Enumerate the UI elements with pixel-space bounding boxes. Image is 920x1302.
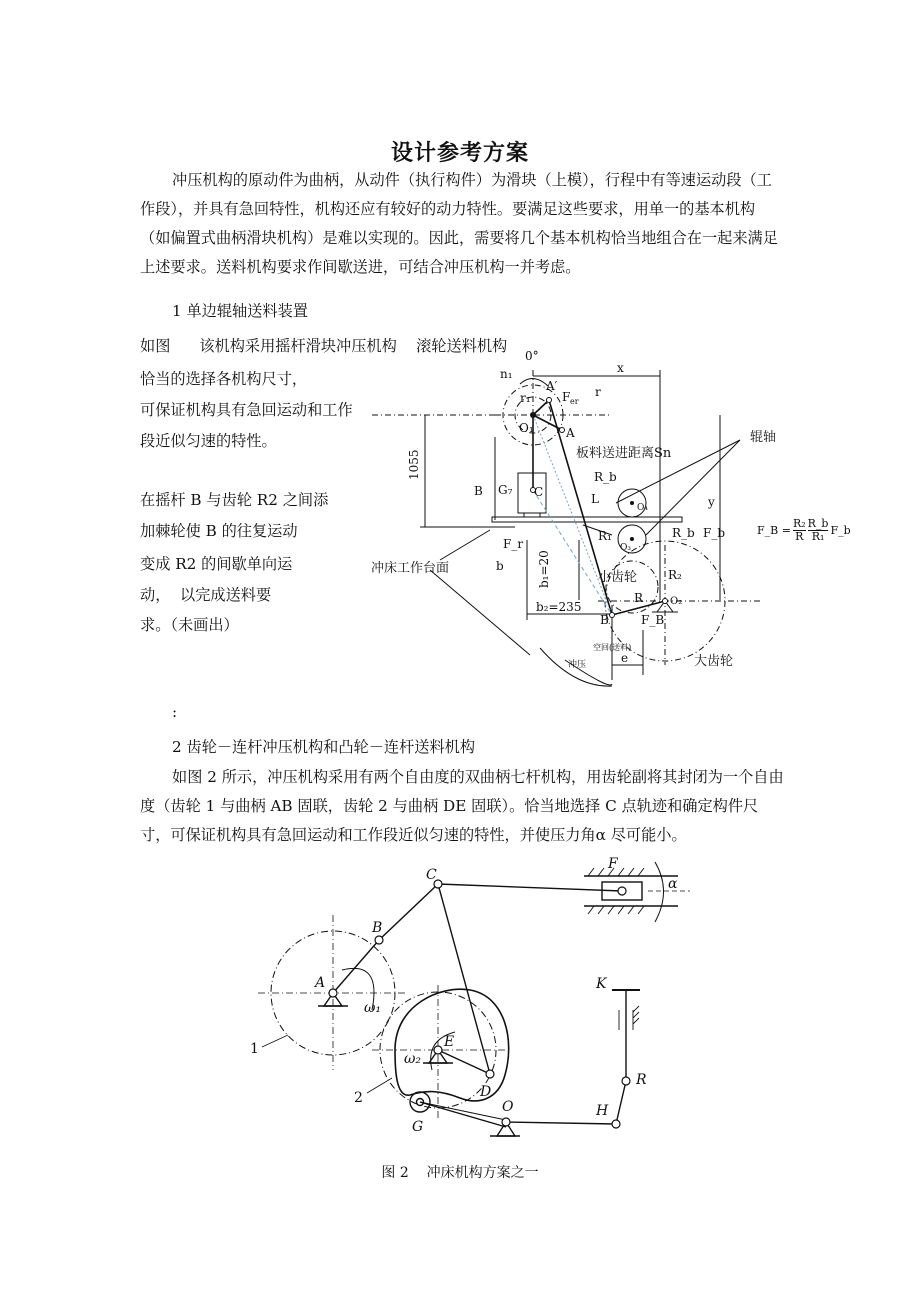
left-text-line: 恰当的选择各机构尺寸，	[140, 370, 308, 388]
left-text-line: 变成 R2 的间歇单向运	[140, 555, 293, 573]
fig2-label: C	[426, 867, 437, 883]
fig2-label: ω₂	[404, 1051, 422, 1067]
fig2-label: 1	[250, 1041, 259, 1057]
fig1-label: R₂	[668, 568, 682, 582]
fig1-label: r₁	[520, 391, 531, 405]
work-table	[492, 517, 682, 522]
fig1-label: e	[621, 651, 629, 665]
formula-num: R₂	[792, 517, 806, 530]
left-text-line: 可保证机构具有急回运动和工作	[140, 401, 353, 419]
section1-heading: 1 单边辊轴送料装置	[172, 302, 308, 320]
fig1-label: er	[570, 397, 579, 406]
fig1-label: A	[566, 426, 575, 440]
figure2-punch-mechanism-scheme	[240, 848, 700, 1148]
fig2-label: O	[502, 1099, 514, 1115]
fig1-label: 冲压	[568, 660, 587, 670]
fig1-label: O₁	[519, 421, 534, 435]
fig2-label: A	[315, 975, 326, 991]
fig1-label: R	[634, 591, 644, 605]
fig2-label: 2	[354, 1090, 363, 1106]
fig2-label: ω₁	[364, 1000, 382, 1016]
fig1-label: 小齿轮	[598, 570, 638, 585]
section1-figure-intro: 如图 该机构采用摇杆滑块冲压机构 滚轮送料机构	[140, 337, 508, 355]
fig1-label: B	[600, 613, 609, 627]
fig1-label: O₄	[637, 503, 648, 513]
fig1-label: O₂	[670, 596, 683, 607]
left-text-line: 加棘轮使 B 的往复运动	[140, 522, 298, 540]
fig2-label: H	[596, 1103, 609, 1119]
section2-paragraph: 如图 2 所示，冲压机构采用有两个自由度的双曲柄七杆机构，用齿轮副将其封闭为一个自由度（齿轮 1 与曲柄 AB 固联，齿轮 2 与曲柄 DE 固联）。恰当地选择 C 点轨迹和确定构件尺寸，可保证机构具有急回运动和工作段近似匀速的特性，并使压力角α 尽可能小。	[140, 768, 784, 844]
fig2-label: B	[372, 920, 383, 936]
fig2-label: G	[412, 1119, 424, 1135]
fig1-label: 大齿轮	[694, 654, 734, 669]
fig2-label: D	[480, 1084, 492, 1100]
fig1-label: L	[591, 492, 599, 506]
fig1-label: F_b	[703, 526, 726, 540]
section2-heading: 2 齿轮－连杆冲压机构和凸轮－连杆送料机构	[172, 738, 476, 756]
colon-mark: :	[172, 703, 178, 721]
fig1-label: b	[496, 559, 504, 573]
fig1-label: 0°	[525, 349, 539, 363]
left-text-line: 在摇杆 B 与齿轮 R2 之间添	[140, 491, 329, 509]
fig1-label: O₃	[620, 543, 631, 553]
fig1-label: 1055	[407, 449, 421, 480]
figure2-caption: 图 2 冲床机构方案之一	[381, 1165, 539, 1181]
fig1-label: F_r	[503, 537, 524, 551]
fig1-label: b₁=20	[537, 550, 551, 588]
fig2-label: α	[668, 876, 678, 892]
formula-num: R_b	[807, 517, 829, 530]
fig2-label: F	[608, 856, 618, 872]
fig1-label: F_B	[641, 613, 665, 627]
fig1-label: G₇	[498, 483, 513, 497]
fig1-label: 冲床工作台面	[371, 561, 450, 576]
fig1-label: F	[562, 390, 571, 404]
fig1-label: 辊轴	[750, 430, 777, 445]
force-formula	[757, 518, 851, 543]
fig2-label: K	[596, 976, 607, 992]
fig1-label: A′	[546, 379, 558, 393]
intro-paragraph: 冲压机构的原动件为曲柄，从动件（执行构件）为滑块（上模），行程中有等速运动段（工作段），并具有急回特性，机构还应有较好的动力特性。要满足这些要求，用单一的基本机构（如偏置式曲柄滑块机构）是难以实现的。因此，需要将几个基本机构恰当地组合在一起来满足上述要求。送料机构要求作间歇送进，可结合冲压机构一并考虑。	[140, 171, 778, 276]
left-text-line: 段近似匀速的特性。	[140, 432, 277, 450]
fig1-label: 板料送进距离Sn	[576, 446, 672, 461]
fig2-label: R	[636, 1072, 647, 1088]
fig2-label: E	[444, 1034, 455, 1050]
fig1-label: R_b	[672, 526, 695, 540]
fig1-label: R_b	[594, 470, 617, 484]
fig1-label: y	[708, 495, 715, 509]
fig1-label: R₁	[598, 529, 612, 543]
page-title: 设计参考方案	[390, 141, 529, 166]
fig1-label: C	[534, 485, 544, 499]
fig1-label: x	[617, 361, 624, 375]
formula-lhs: F_B =	[757, 524, 791, 537]
formula-rhs: F_b	[830, 524, 851, 537]
formula-den: R	[795, 530, 804, 543]
fig1-label: 空回(送料)	[593, 643, 632, 652]
fig1-label: n₁	[500, 367, 513, 381]
fig1-label: B	[474, 484, 483, 498]
fig1-label: r	[595, 385, 601, 399]
fig1-label: b₂=235	[536, 600, 582, 614]
formula-den: R₁	[811, 530, 825, 543]
left-text-line: 求。（未画出）	[140, 616, 239, 634]
left-text-line: 动， 以完成送料要	[140, 586, 272, 604]
